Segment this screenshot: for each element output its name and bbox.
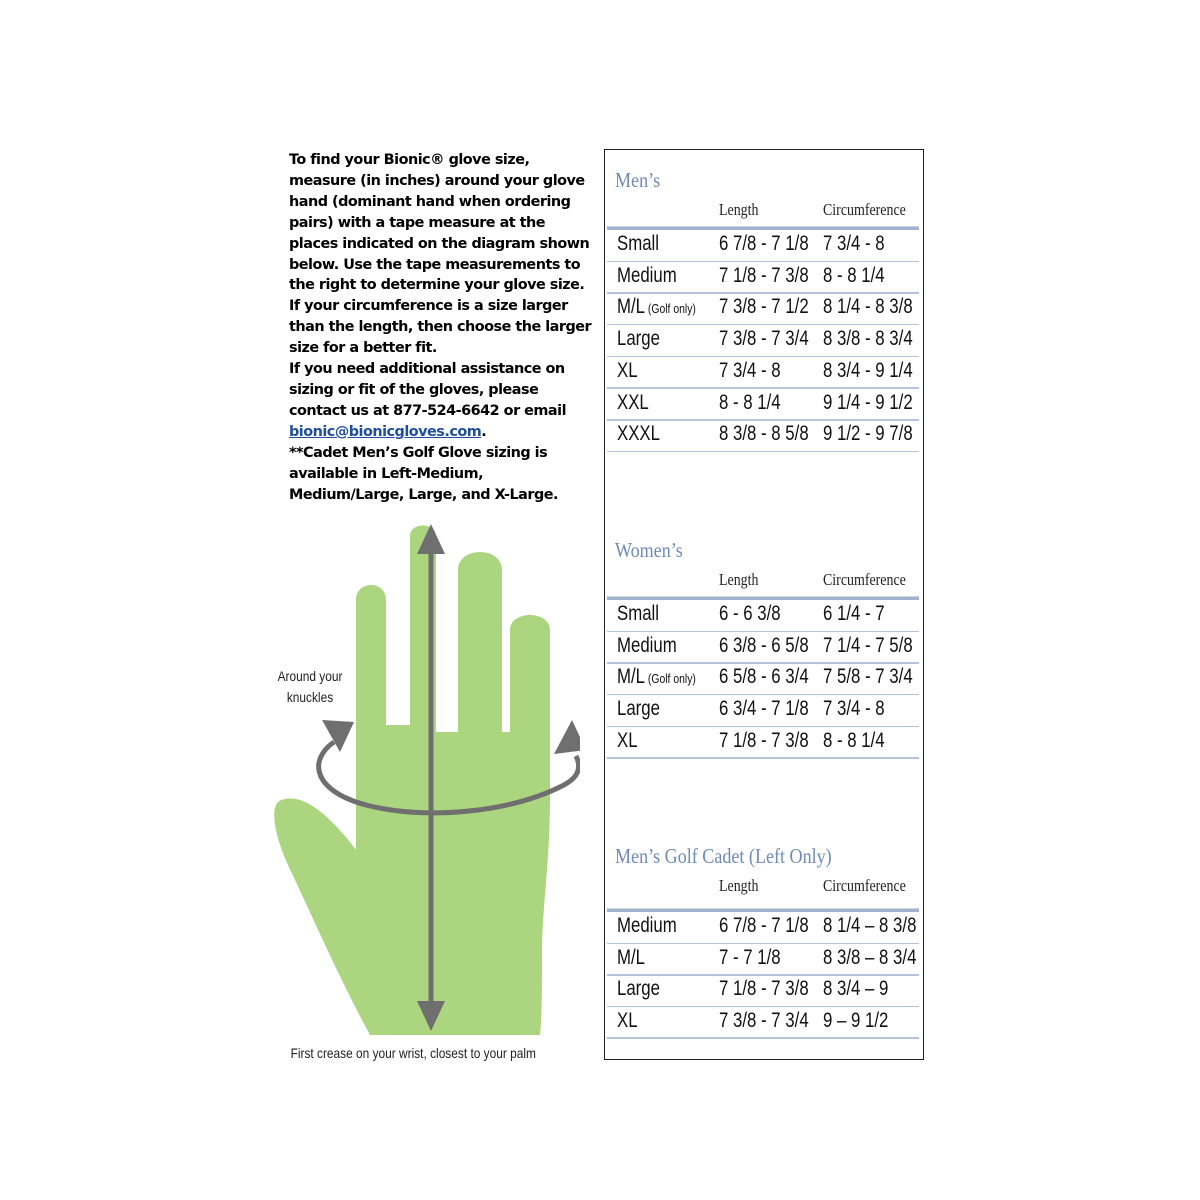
- size-label: Large: [617, 977, 660, 1000]
- circumference-cell: 8 3/4 – 9: [823, 977, 889, 1000]
- size-row: [605, 632, 923, 664]
- row-rule: [607, 1037, 919, 1039]
- hand-illustration: [274, 526, 550, 1036]
- length-cell: 6 3/4 - 7 1/8: [719, 697, 809, 721]
- row-rule: [607, 757, 919, 759]
- size-cell: [617, 977, 660, 1001]
- size-row: [605, 600, 923, 632]
- instruction-line: pairs) with a tape measure at the: [289, 214, 546, 231]
- size-label: Large: [617, 697, 660, 721]
- instruction-line: places indicated on the diagram shown: [289, 235, 590, 252]
- cadet-note-line: Medium/Large, Large, and X-Large.: [289, 486, 559, 503]
- length-cell: 6 3/8 - 6 5/8: [719, 633, 809, 657]
- size-row: [605, 325, 923, 357]
- email-line: [289, 422, 589, 443]
- size-row: [605, 262, 923, 294]
- size-cell: [617, 729, 638, 753]
- length-cell: 6 7/8 - 7 1/8: [719, 232, 809, 255]
- size-label: Medium: [617, 914, 677, 937]
- length-cell: 7 3/8 - 7 3/4: [719, 327, 809, 351]
- length-cell: 7 - 7 1/8: [719, 945, 781, 969]
- circumference-header: Circumference: [823, 200, 906, 219]
- circumference-cell: 8 1/4 - 8 3/8: [823, 295, 913, 319]
- size-row: [605, 357, 923, 389]
- section-title: Women’s: [615, 538, 683, 562]
- instruction-line: hand (dominant hand when ordering: [289, 193, 571, 210]
- length-header: Length: [719, 570, 759, 589]
- circumference-cell: 8 3/8 – 8 3/4: [823, 945, 917, 969]
- size-row: [605, 695, 923, 727]
- size-row: [605, 1007, 923, 1039]
- size-label: Medium: [617, 263, 677, 287]
- circumference-cell: 7 3/4 - 8: [823, 697, 885, 721]
- size-cell: [617, 264, 677, 288]
- instruction-line: the right to determine your glove size.: [289, 277, 585, 294]
- size-cell: [617, 665, 696, 689]
- size-label: Small: [617, 232, 660, 255]
- circumference-cell: 8 - 8 1/4: [823, 728, 885, 752]
- length-cell: 6 7/8 - 7 1/8: [719, 914, 809, 937]
- size-chart: [604, 149, 924, 1060]
- size-row: [605, 944, 923, 976]
- size-label: M/L: [617, 295, 646, 319]
- cadet-note-line: available in Left-Medium,: [289, 465, 484, 482]
- length-cell: 8 3/8 - 8 5/8: [719, 422, 809, 446]
- wrist-label: First crease on your wrist, closest to your palm: [290, 1045, 536, 1061]
- size-cell: [617, 391, 649, 415]
- size-cell: [617, 359, 638, 383]
- instruction-line: size for a better fit.: [289, 340, 437, 357]
- size-label: XXXL: [617, 422, 660, 446]
- length-cell: 7 3/4 - 8: [719, 358, 781, 382]
- instruction-line: sizing or fit of the gloves, please: [289, 381, 539, 398]
- size-row: [605, 663, 923, 695]
- cadet-note-line: **Cadet Men’s Golf Glove sizing is: [289, 444, 548, 461]
- size-label: M/L: [617, 665, 646, 689]
- length-header: Length: [719, 200, 759, 219]
- size-row: [605, 727, 923, 759]
- knuckles-label-line1: Around your: [277, 668, 343, 684]
- size-label: Small: [617, 602, 660, 625]
- circumference-header: Circumference: [823, 876, 906, 895]
- section-title: Men’s: [615, 168, 661, 192]
- instruction-line: To find your Bionic® glove size,: [289, 152, 530, 168]
- size-cell: [617, 422, 660, 446]
- size-label: Medium: [617, 633, 677, 657]
- instruction-line: If your circumference is a size larger: [289, 298, 568, 315]
- circumference-cell: 8 3/4 - 9 1/4: [823, 358, 913, 382]
- hand-diagram: [260, 510, 580, 1070]
- size-cell: [617, 295, 696, 319]
- size-cell: [617, 946, 645, 970]
- circumference-cell: 8 3/8 - 8 3/4: [823, 327, 913, 351]
- size-cell: [617, 914, 677, 938]
- circumference-cell: 7 5/8 - 7 3/4: [823, 665, 913, 689]
- size-cell: [617, 634, 677, 658]
- size-row: [605, 293, 923, 325]
- email-suffix: .: [481, 423, 487, 440]
- circumference-cell: 9 1/4 - 9 1/2: [823, 390, 913, 414]
- instruction-line: below. Use the tape measurements to: [289, 256, 581, 273]
- instruction-line: than the length, then choose the larger: [289, 319, 592, 336]
- size-cell: [617, 232, 659, 256]
- size-note: (Golf only): [645, 301, 696, 317]
- length-cell: 7 1/8 - 7 3/8: [719, 263, 809, 287]
- sizing-instructions: [289, 150, 592, 505]
- instruction-line: If you need additional assistance on: [289, 361, 565, 378]
- circumference-cell: 8 - 8 1/4: [823, 263, 885, 287]
- email-link[interactable]: bionic@bionicgloves.com: [289, 423, 482, 440]
- size-label: M/L: [617, 945, 646, 969]
- size-cell: [617, 697, 660, 721]
- size-row: [605, 420, 923, 452]
- circumference-cell: 8 1/4 – 8 3/8: [823, 914, 917, 937]
- length-cell: 7 3/8 - 7 1/2: [719, 295, 809, 319]
- size-label: XL: [617, 1008, 638, 1032]
- size-row: [605, 975, 923, 1007]
- instruction-line: contact us at 877-524-6642 or email: [289, 402, 567, 419]
- section-title: Men’s Golf Cadet (Left Only): [615, 844, 832, 868]
- circumference-cell: 9 1/2 - 9 7/8: [823, 422, 913, 446]
- circumference-cell: 9 – 9 1/2: [823, 1008, 889, 1032]
- length-cell: 8 - 8 1/4: [719, 390, 781, 414]
- size-row: [605, 912, 923, 944]
- size-cell: [617, 327, 660, 351]
- instruction-line: measure (in inches) around your glove: [289, 172, 585, 189]
- circumference-cell: 6 1/4 - 7: [823, 602, 885, 625]
- knuckles-label-line2: knuckles: [286, 689, 334, 705]
- size-row: [605, 230, 923, 262]
- circumference-cell: 7 1/4 - 7 5/8: [823, 633, 913, 657]
- size-label: XL: [617, 358, 638, 382]
- knuckles-label: [274, 666, 345, 708]
- length-cell: 6 5/8 - 6 3/4: [719, 665, 809, 689]
- size-cell: [617, 602, 659, 626]
- circumference-header: Circumference: [823, 570, 906, 589]
- size-label: Large: [617, 327, 660, 351]
- length-cell: 7 1/8 - 7 3/8: [719, 977, 809, 1000]
- size-label: XL: [617, 728, 638, 752]
- length-header: Length: [719, 876, 759, 895]
- size-cell: [617, 1009, 638, 1033]
- length-cell: 6 - 6 3/8: [719, 602, 781, 625]
- length-cell: 7 1/8 - 7 3/8: [719, 728, 809, 752]
- circumference-cell: 7 3/4 - 8: [823, 232, 885, 255]
- length-cell: 7 3/8 - 7 3/4: [719, 1008, 809, 1032]
- size-note: (Golf only): [645, 671, 696, 687]
- row-rule: [607, 451, 919, 453]
- size-row: [605, 389, 923, 421]
- size-label: XXL: [617, 390, 649, 414]
